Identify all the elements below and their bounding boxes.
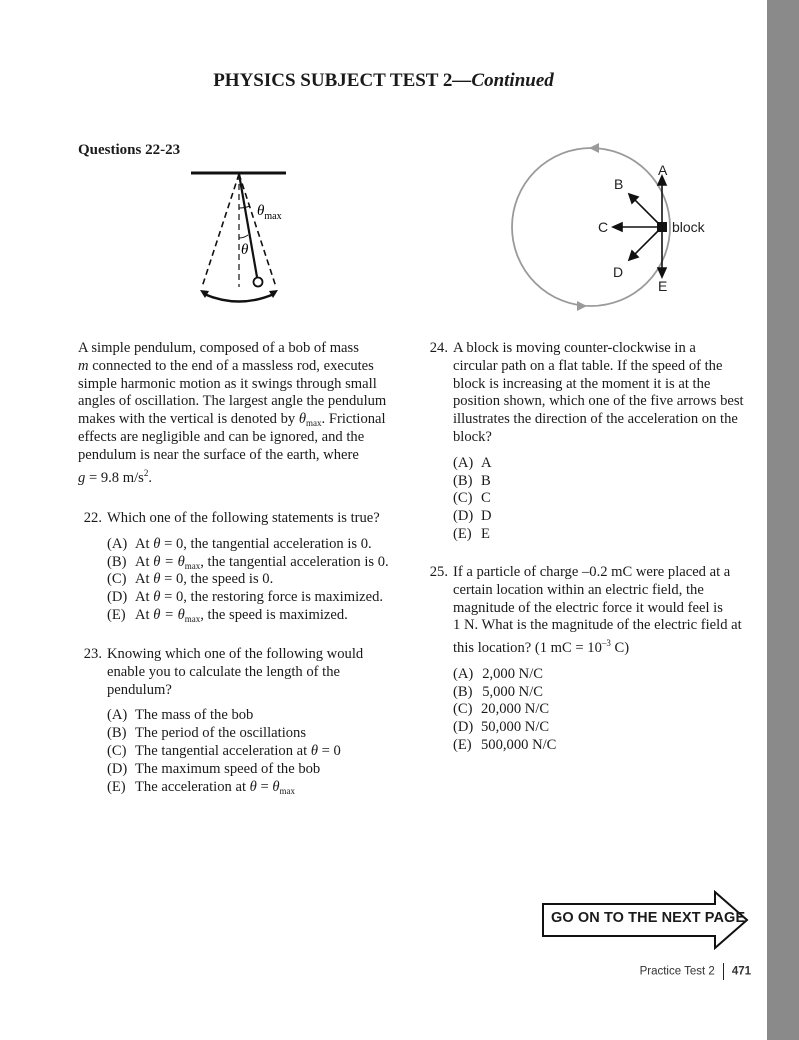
q24-choice-a[interactable]: (A) A [453,454,492,471]
page-footer [640,963,751,980]
q22-choice-a[interactable]: (A) At θ = 0, the tangential acceleration is 0. [107,535,372,552]
q23-choice-e[interactable]: (E) The acceleration at $\theta = \theta_{max}$ [107,778,296,796]
swing-arc-right-arrow [269,290,278,298]
next-page-arrow [541,890,751,950]
q24-choice-e[interactable]: (E) E [453,525,490,542]
page-title: PHYSICS SUBJECT TEST 2—Continued [213,70,554,91]
footer-section: Practice Test 2 [639,965,715,978]
arrow-c-head [613,223,622,231]
question-25: 25. If a particle of charge –0.2 mC were placed at a certain location within an electric field, the magnitude of the electric force it would feel is 1 N. What is the magnitude of the electric field at this location? (1 mC = $10^{-3}$ C) (A) 2,000 N/C (B) 5,000 N/C (C) 20,000 N/C (D) 50,000 N/C (E) 500,000 N/C [422,564,762,755]
q22-choice-d[interactable]: (D) At θ = 0, the restoring force is maximized. [107,589,384,606]
q25-choice-c[interactable]: (C) 20,000 N/C [453,701,550,718]
pendulum-figure [186,165,296,310]
swing-arc [204,294,274,302]
side-tab-bar [767,0,799,1040]
arrow-label-a: A [658,162,668,178]
question-22: 22. Which one of the following statements is true? (A) At θ = 0, the tangential acceleration is 0. (B) At $\theta = \theta_{max}$, the tangential acceleration is 0. (C) At θ = 0, the speed is 0. (D) At θ = 0, the restoring force is maximized. (E) At $\theta = \theta_{max}$, the speed is maximized. [76,510,416,625]
pendulum-rod [239,174,257,277]
theta-max-label: $\theta_{max}$ [257,203,282,222]
pendulum-passage: A simple pendulum, composed of a bob of mass m connected to the end of a massless rod, executes simple harmonic motion as it swings through small angles of oscillation. The largest angle the pendulum makes with the vertical is denoted by $\theta_{max}$. Frictional effects are negligible and can be ignored, and the pendulum is near the surface of the earth, where g = 9.8 $m/s^2$. [78,340,387,486]
swing-arc-left-arrow [200,290,209,298]
arrow-label-b: B [614,176,624,192]
q24-choice-b[interactable]: (B) B [453,472,491,489]
path-arrow-bottom [577,301,587,311]
arrow-label-e: E [658,278,668,294]
q22-choice-b[interactable]: (B) At $\theta = \theta_{max}$, the tangential acceleration is 0. [107,553,389,571]
q23-choice-d[interactable]: (D) The maximum speed of the bob [107,760,321,777]
questions-group-label: Questions 22-23 [78,142,181,158]
arrow-d [633,227,662,256]
footer-divider [723,963,724,980]
q25-choice-e[interactable]: (E) 500,000 N/C [453,737,557,754]
arrow-b [633,198,662,227]
q24-choice-d[interactable]: (D) D [453,508,492,525]
path-arrow-top [589,143,599,153]
q25-choice-a[interactable]: (A) 2,000 N/C [453,665,543,682]
arrow-label-c: C [598,219,609,235]
q24-choice-c[interactable]: (C) C [453,490,491,507]
q23-choice-a[interactable]: (A) The mass of the bob [107,707,254,724]
q23-choice-b[interactable]: (B) The period of the oscillations [107,725,307,742]
block-label: block [672,219,705,235]
q25-choice-d[interactable]: (D) 50,000 N/C [453,719,550,736]
left-dashed-path [202,174,239,287]
q22-choice-e[interactable]: (E) At $\theta = \theta_{max}$, the speed is maximized. [107,606,348,624]
theta-arc [239,235,248,238]
arrow-label-d: D [613,264,624,280]
q25-choice-b[interactable]: (B) 5,000 N/C [453,683,543,700]
block-circle-figure [505,140,730,315]
q23-choice-c[interactable]: (C) The tangential acceleration at θ = 0 [107,742,341,759]
page-number: 471 [731,965,751,978]
next-page-label: GO ON TO THE NEXT PAGE [551,910,746,926]
arrow-e-head [658,268,666,277]
question-24: 24. A block is moving counter-clockwise in a circular path on a flat table. If the speed of the block is increasing at the moment it is at the position shown, which one of the five arrows best illustrates the direction of the acceleration on the block? (A) A (B) B (C) C (D) D (E) E [422,340,762,544]
theta-label: θ [241,242,249,258]
right-dashed-path [239,174,276,287]
q22-choice-c[interactable]: (C) At θ = 0, the speed is 0. [107,571,274,588]
pendulum-bob [254,278,263,287]
question-23: 23. Knowing which one of the following would enable you to calculate the length of the pendulum? (A) The mass of the bob (B) The period of the oscillations (C) The tangential acceleration at θ = 0 (D) The maximum speed of the bob (E) The acceleration at $\theta = \theta_{max}$ [76,646,416,796]
